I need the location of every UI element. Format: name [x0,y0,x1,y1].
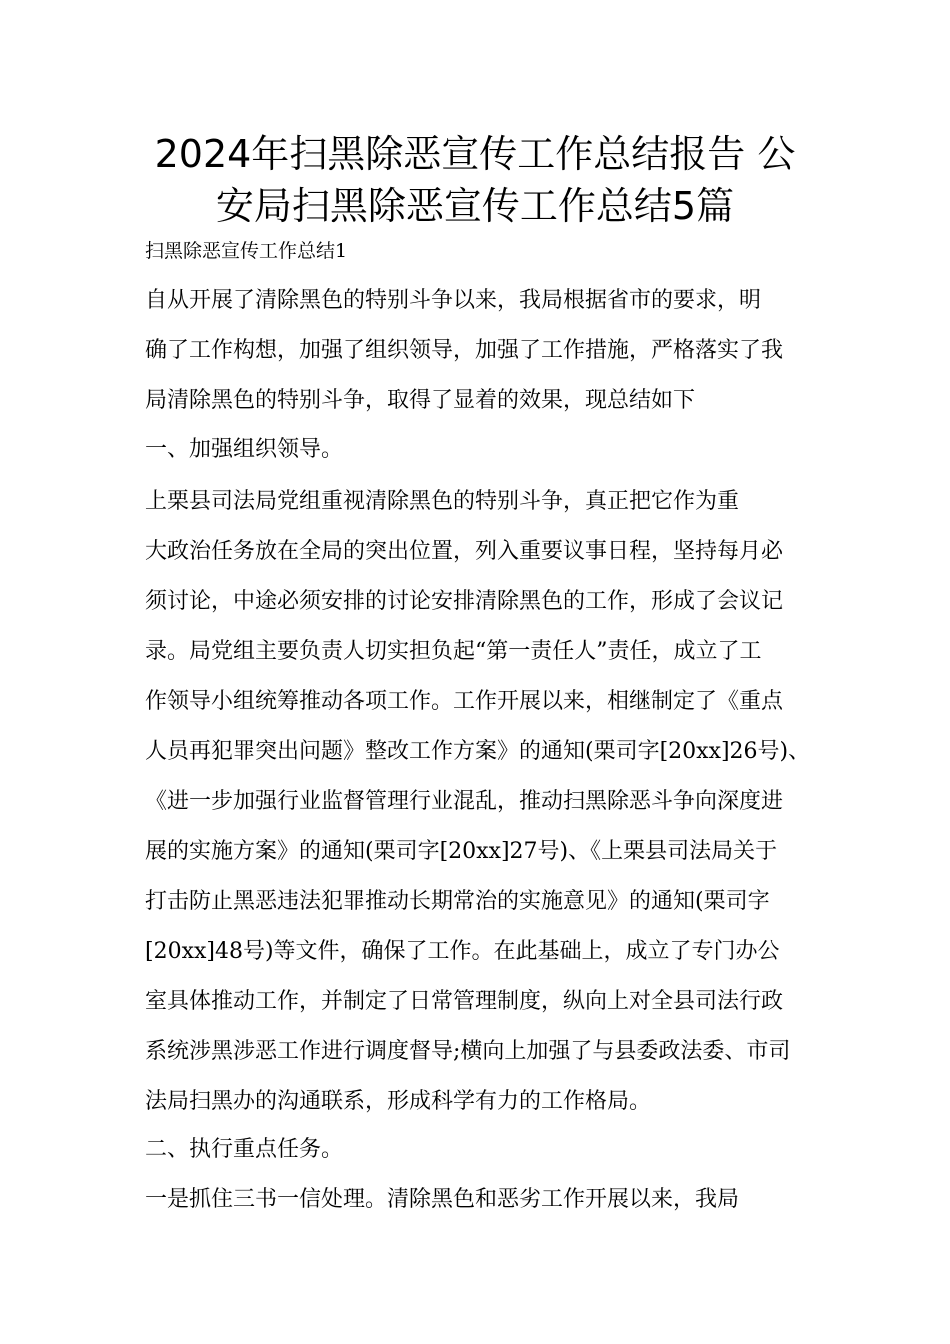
paragraph-line: 局清除黑色的特别斗争，取得了显着的效果，现总结如下 [145,388,696,413]
title-line-2: 安局扫黑除恶宣传工作总结5篇 [215,184,735,228]
paragraph-line: 法局扫黑办的沟通联系，形成科学有力的工作格局。 [145,1089,652,1114]
paragraph-line: 《进一步加强行业监督管理行业混乱，推动扫黑除恶斗争向深度进 [145,789,784,814]
paragraph-line: 系统涉黑涉恶工作进行调度督导;横向上加强了与县委政法委、市司 [145,1039,791,1064]
paragraph-line: 展的实施方案》的通知(栗司字[20xx]27号)、《上栗县司法局关于 [145,839,778,864]
section-heading-2: 二、执行重点任务。 [145,1137,344,1162]
paragraph-line: 自从开展了清除黑色的特别斗争以来，我局根据省市的要求，明 [145,288,762,313]
paragraph-line: 室具体推动工作，并制定了日常管理制度，纵向上对全县司法行政 [145,989,784,1014]
paragraph-line: 作领导小组统筹推动各项工作。工作开展以来，相继制定了《重点 [145,689,784,714]
paragraph-line: 人员再犯罪突出问题》整改工作方案》的通知(栗司字[20xx]26号)、 [145,739,811,764]
section-heading-1: 一、加强组织领导。 [145,437,344,462]
document-title [130,128,820,232]
paragraph-line: [20xx]48号)等文件，确保了工作。在此基础上，成立了专门办公 [145,939,780,964]
paragraph-line: 须讨论，中途必须安排的讨论安排清除黑色的工作，形成了会议记 [145,589,784,614]
paragraph-line: 录。局党组主要负责人切实担负起“第一责任人”责任，成立了工 [145,639,762,664]
paragraph-line: 一是抓住三书一信处理。清除黑色和恶劣工作开展以来，我局 [145,1187,740,1212]
paragraph-line: 打击防止黑恶违法犯罪推动长期常治的实施意见》的通知(栗司字 [145,889,770,914]
section-heading: 扫黑除恶宣传工作总结1 [145,240,348,262]
paragraph-line: 上栗县司法局党组重视清除黑色的特别斗争，真正把它作为重 [145,489,740,514]
paragraph-line: 确了工作构想，加强了组织领导，加强了工作措施，严格落实了我 [145,338,784,363]
title-line-1: 2024年扫黑除恶宣传工作总结报告 公 [154,132,796,176]
paragraph-line: 大政治任务放在全局的突出位置，列入重要议事日程，坚持每月必 [145,539,784,564]
